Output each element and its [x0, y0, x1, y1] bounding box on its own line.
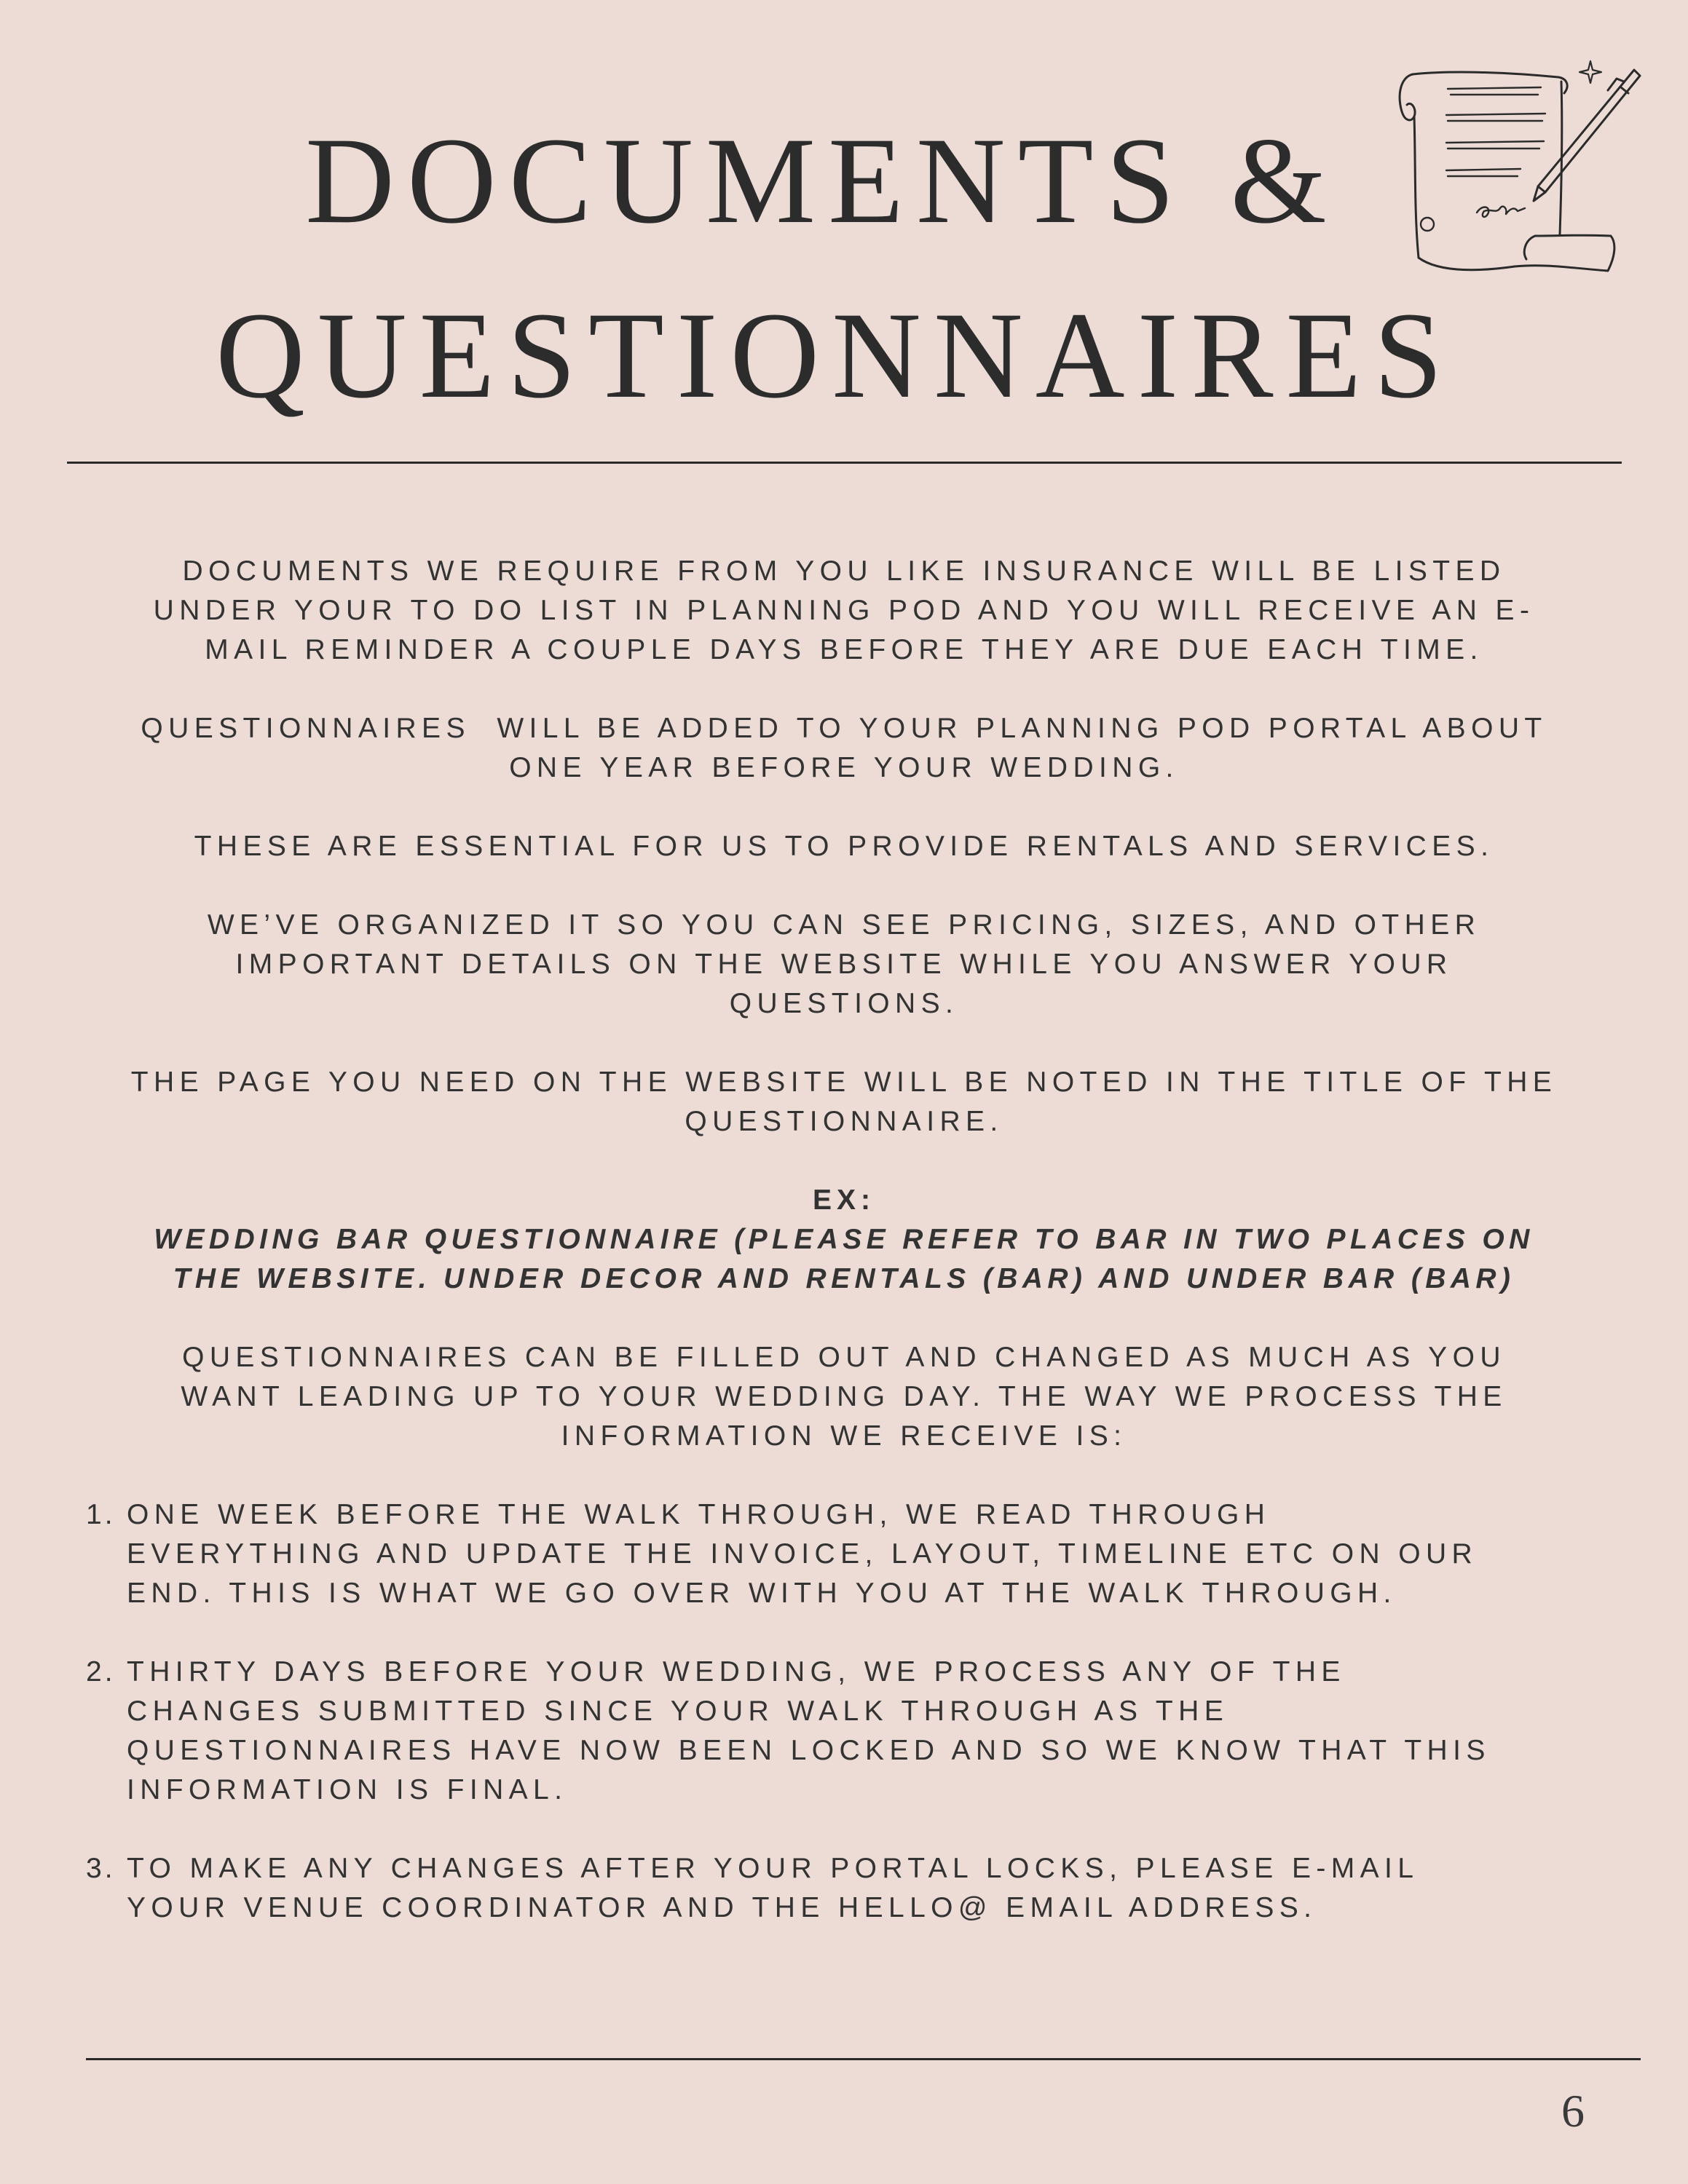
- process-steps-list: [80, 1495, 1608, 1928]
- page-note-paragraph: [80, 1063, 1608, 1142]
- essential-paragraph: [80, 827, 1608, 866]
- text-line: WE’VE ORGANIZED IT SO YOU CAN SEE PRICING, SIZES, AND OTHER: [207, 909, 1481, 941]
- scroll-top-curl: [1400, 74, 1415, 120]
- list-item: [80, 1653, 1608, 1810]
- text-line: QUESTIONNAIRES HAVE NOW BEEN LOCKED AND SO WE KNOW THAT THIS: [127, 1735, 1491, 1766]
- example-line: WEDDING BAR QUESTIONNAIRE (PLEASE REFER TO BAR IN TWO PLACES ON: [154, 1224, 1534, 1255]
- text-line: TO MAKE ANY CHANGES AFTER YOUR PORTAL LOCKS, PLEASE E-MAIL: [127, 1853, 1419, 1884]
- step-number: 1.: [86, 1499, 116, 1530]
- text-line: YOUR VENUE COORDINATOR AND THE HELLO@ EMAIL ADDRESS.: [127, 1892, 1317, 1923]
- text-line: INFORMATION IS FINAL.: [127, 1774, 568, 1805]
- text-line: THIRTY DAYS BEFORE YOUR WEDDING, WE PROCESS ANY OF THE: [127, 1656, 1346, 1688]
- text-line: QUESTIONNAIRES WILL BE ADDED TO YOUR PLANNING POD PORTAL ABOUT: [141, 713, 1547, 744]
- seal-circle: [1421, 218, 1434, 231]
- sparkle-icon: [1579, 61, 1601, 83]
- bottom-divider: [86, 2058, 1641, 2060]
- title-line-2: QUESTIONNAIRES: [216, 287, 1455, 424]
- example-line: THE WEBSITE. UNDER DECOR AND RENTALS (BAR) AND UNDER BAR (BAR): [173, 1263, 1515, 1294]
- pen-body: [1538, 70, 1640, 192]
- step-number: 2.: [86, 1656, 116, 1688]
- title-line-1: DOCUMENTS &: [305, 112, 1339, 249]
- top-divider: [67, 462, 1622, 464]
- scroll-with-pen-icon: [1389, 52, 1644, 285]
- page-number: 6: [1561, 2085, 1585, 2137]
- text-line: CHANGES SUBMITTED SINCE YOUR WALK THROUGH AS THE: [127, 1696, 1229, 1727]
- text-line: DOCUMENTS WE REQUIRE FROM YOU LIKE INSURANCE WILL BE LISTED: [182, 555, 1506, 587]
- text-line: THESE ARE ESSENTIAL FOR US TO PROVIDE RENTALS AND SERVICES.: [194, 831, 1494, 862]
- text-line: INFORMATION WE RECEIVE IS:: [561, 1420, 1127, 1452]
- list-item: [80, 1849, 1608, 1928]
- intro-paragraph: [80, 552, 1608, 670]
- text-line: WANT LEADING UP TO YOUR WEDDING DAY. THE WAY WE PROCESS THE: [181, 1381, 1507, 1412]
- text-line: QUESTIONNAIRES CAN BE FILLED OUT AND CHANGED AS MUCH AS YOU: [182, 1342, 1506, 1373]
- process-intro-paragraph: [80, 1338, 1608, 1456]
- text-line: END. THIS IS WHAT WE GO OVER WITH YOU AT THE WALK THROUGH.: [127, 1578, 1397, 1609]
- text-line: EVERYTHING AND UPDATE THE INVOICE, LAYOUT, TIMELINE ETC ON OUR: [127, 1538, 1478, 1570]
- questionnaires-timing-paragraph: [80, 709, 1608, 788]
- text-line: UNDER YOUR TO DO LIST IN PLANNING POD AND YOU WILL RECEIVE AN E-: [153, 595, 1535, 626]
- example-label: EX:: [812, 1184, 875, 1216]
- text-line: THE PAGE YOU NEED ON THE WEBSITE WILL BE NOTED IN THE TITLE OF THE: [130, 1067, 1558, 1098]
- main-content: [80, 552, 1608, 1967]
- text-line: ONE WEEK BEFORE THE WALK THROUGH, WE READ THROUGH: [127, 1499, 1271, 1530]
- scroll-top-edge: [1413, 72, 1567, 93]
- scroll-bottom-curl: [1419, 235, 1614, 271]
- text-line: IMPORTANT DETAILS ON THE WEBSITE WHILE YOU ANSWER YOUR: [235, 949, 1453, 980]
- text-line: ONE YEAR BEFORE YOUR WEDDING.: [509, 752, 1179, 783]
- step-number: 3.: [86, 1853, 116, 1884]
- signature-scribble: [1477, 207, 1525, 217]
- scroll-left-edge: [1414, 116, 1419, 258]
- text-line: QUESTIONNAIRE.: [685, 1106, 1003, 1137]
- list-item: [80, 1495, 1608, 1613]
- example-block: [80, 1181, 1608, 1299]
- text-line: QUESTIONS.: [729, 988, 959, 1019]
- organized-paragraph: [80, 906, 1608, 1024]
- scroll-text-lines: [1446, 87, 1545, 176]
- text-line: MAIL REMINDER A COUPLE DAYS BEFORE THEY ARE DUE EACH TIME.: [205, 634, 1483, 665]
